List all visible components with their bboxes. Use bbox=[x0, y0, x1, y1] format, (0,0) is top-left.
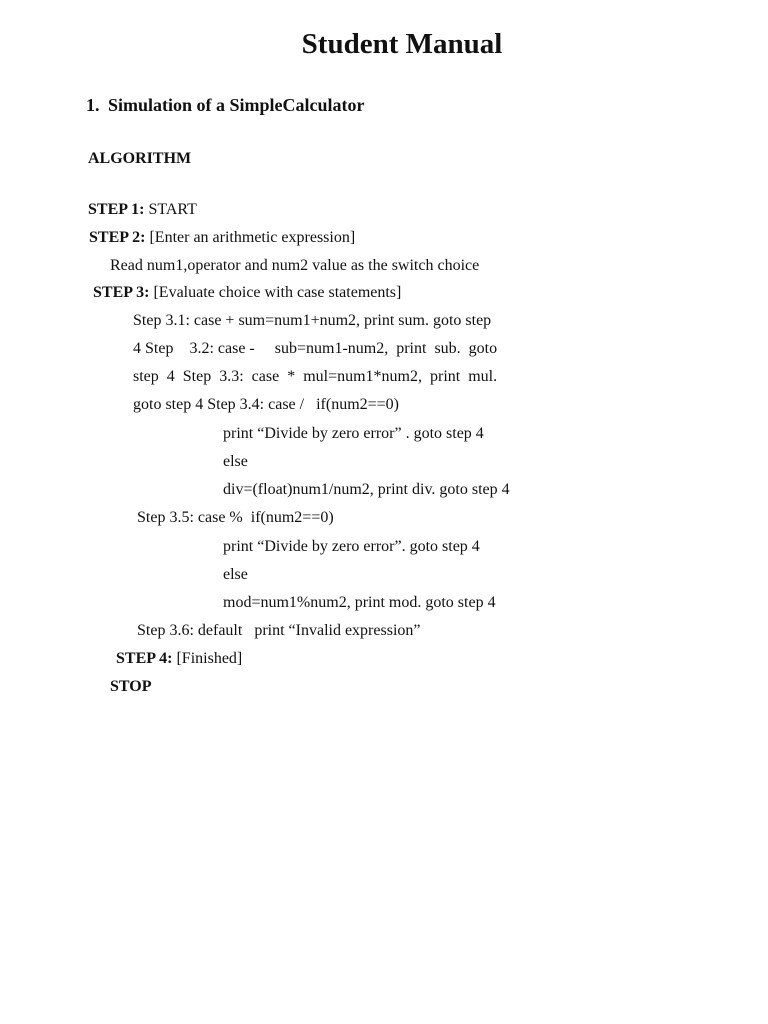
step-2-detail: Read num1,operator and num2 value as the switch choice bbox=[110, 257, 480, 274]
step-2 bbox=[89, 228, 355, 248]
step-4-label: STEP 4: bbox=[116, 650, 173, 667]
section-title: Simulation of a SimpleCalculator bbox=[108, 95, 365, 115]
step-3-label: STEP 3: bbox=[93, 284, 150, 301]
step-3-line: Step 3.1: case + sum=num1+num2, print sum. goto step bbox=[133, 312, 492, 329]
step-3-4-line: div=(float)num1/num2, print div. goto step 4 bbox=[223, 481, 510, 498]
step-3-text: [Evaluate choice with case statements] bbox=[149, 284, 402, 301]
step-3-5-head: Step 3.5: case % if(num2==0) bbox=[137, 509, 334, 526]
step-3-4-line: else bbox=[223, 453, 248, 470]
step-3-5-line: mod=num1%num2, print mod. goto step 4 bbox=[223, 594, 496, 611]
algorithm-heading: ALGORITHM bbox=[88, 150, 192, 167]
step-1-text: START bbox=[144, 201, 197, 218]
step-2-label: STEP 2: bbox=[89, 229, 146, 246]
step-1 bbox=[88, 200, 197, 220]
step-4-text: [Finished] bbox=[172, 650, 243, 667]
page-title: Student Manual bbox=[301, 28, 503, 60]
step-2-text: [Enter an arithmetic expression] bbox=[145, 229, 356, 246]
stop-label: STOP bbox=[110, 678, 152, 695]
step-3-line: goto step 4 Step 3.4: case / if(num2==0) bbox=[133, 396, 400, 413]
step-3-4-line: print “Divide by zero error” . goto step 4 bbox=[223, 425, 484, 442]
step-3-5-line: else bbox=[223, 566, 248, 583]
step-3-line: 4 Step 3.2: case - sub=num1-num2, print sub. goto bbox=[133, 340, 498, 357]
step-1-label: STEP 1: bbox=[88, 201, 145, 218]
step-3-5-line: print “Divide by zero error”. goto step 4 bbox=[223, 538, 480, 555]
step-3-line: step 4 Step 3.3: case * mul=num1*num2, print mul. bbox=[133, 368, 498, 385]
step-3 bbox=[93, 283, 401, 303]
step-3-6: Step 3.6: default print “Invalid expression” bbox=[137, 622, 421, 639]
step-4 bbox=[116, 649, 242, 669]
section-number: 1. bbox=[86, 95, 100, 115]
section-heading bbox=[86, 95, 365, 116]
